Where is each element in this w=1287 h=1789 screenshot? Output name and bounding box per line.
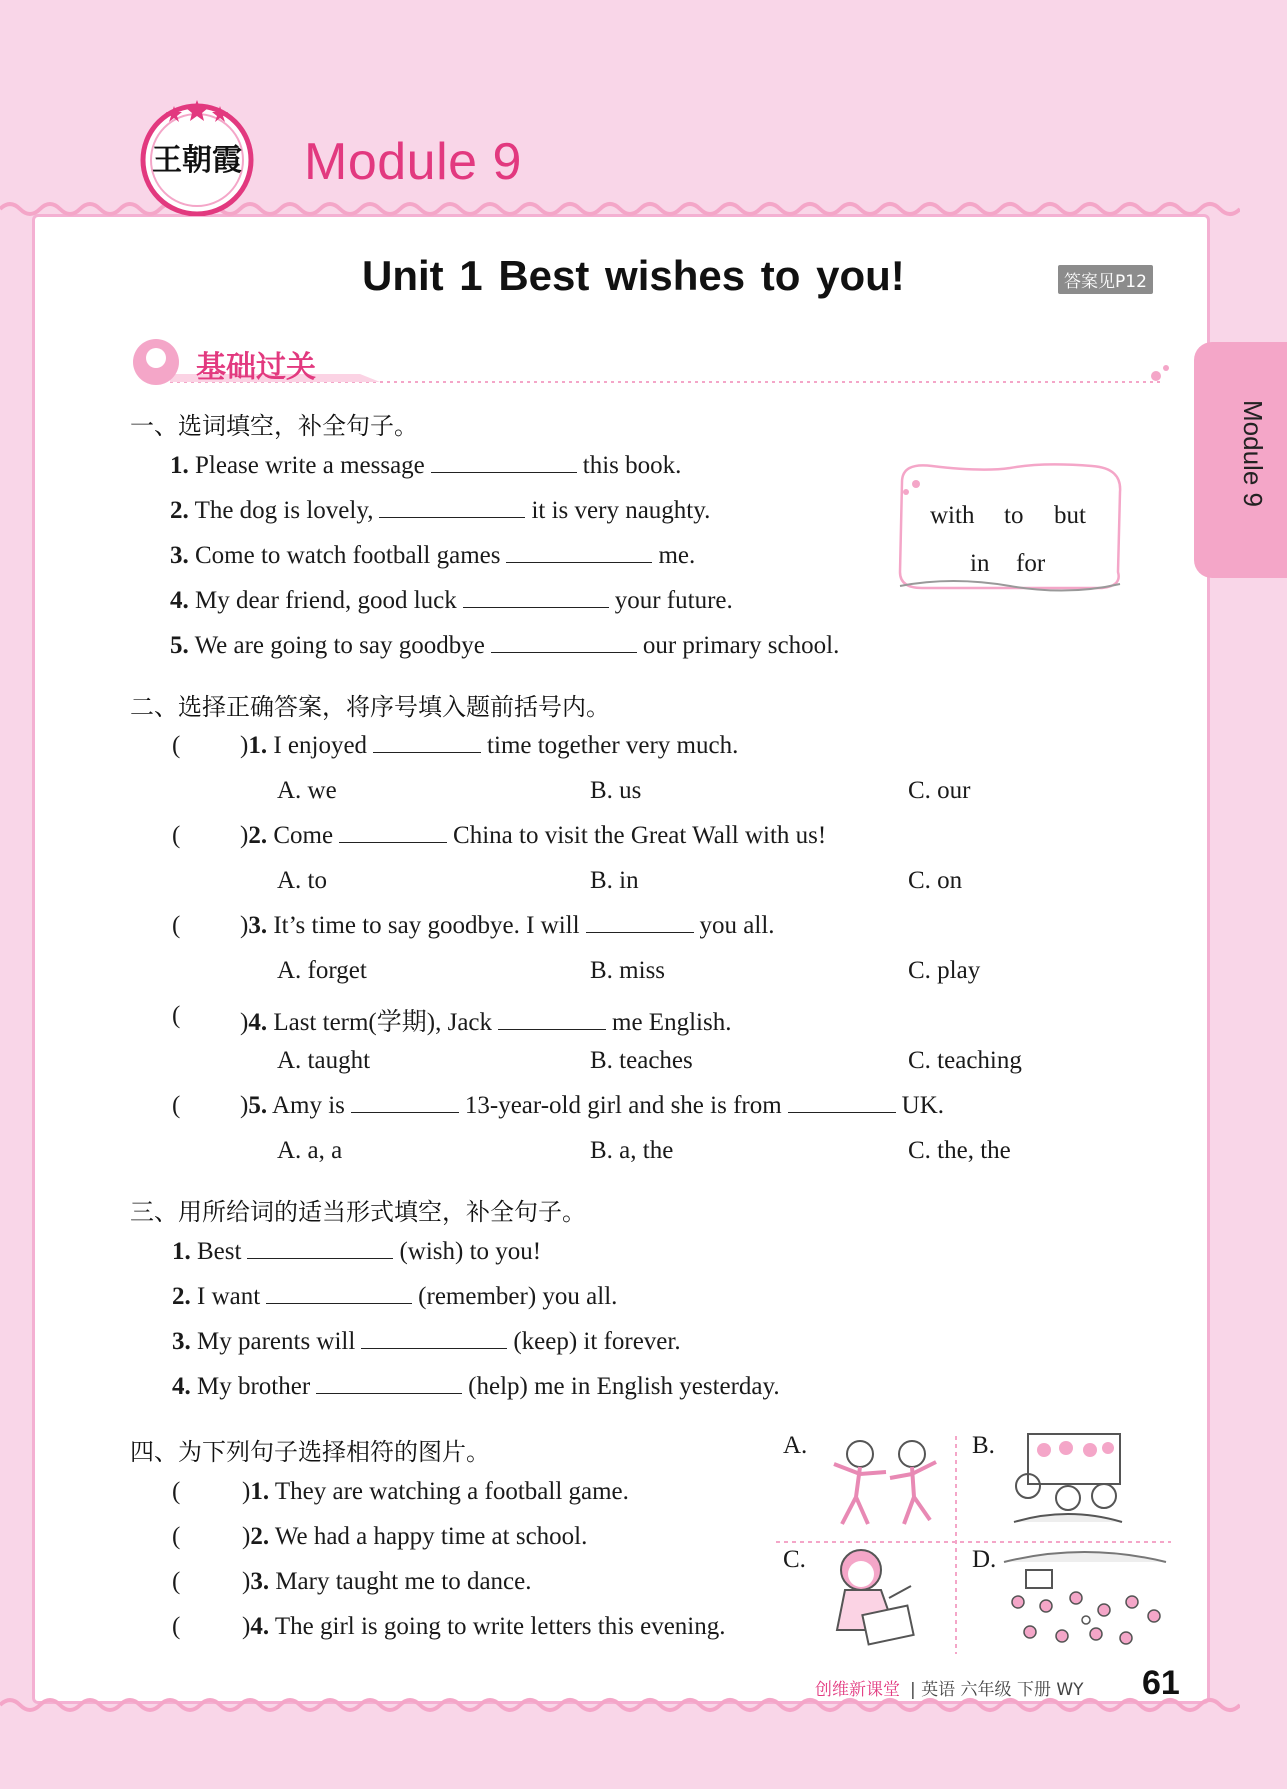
option[interactable]: A. taught — [277, 1047, 371, 1074]
option[interactable]: C. play — [908, 957, 981, 984]
word-bank-item: for — [1016, 550, 1046, 577]
part2-item-3: )3. It’s time to say goodbye. I will you all. — [240, 912, 775, 939]
answer-paren[interactable]: ( — [172, 1092, 181, 1119]
option[interactable]: A. a, a — [277, 1137, 343, 1164]
section-title: 基础过关 — [196, 350, 316, 385]
option[interactable]: B. a, the — [590, 1137, 674, 1164]
answer-blank[interactable] — [247, 1257, 393, 1259]
answer-paren[interactable]: ( — [172, 1523, 181, 1550]
picture-d-football-game[interactable] — [1000, 1540, 1170, 1652]
answer-blank[interactable] — [788, 1111, 896, 1113]
answer-blank[interactable] — [498, 1028, 606, 1030]
part2-item-1: )1. I enjoyed time together very much. — [240, 732, 739, 759]
part4-item-2: )2. We had a happy time at school. — [242, 1523, 588, 1550]
part4-item-1: )1. They are watching a football game. — [242, 1478, 629, 1505]
answer-paren[interactable]: ( — [172, 822, 181, 849]
option[interactable]: A. to — [277, 867, 327, 894]
answer-blank[interactable] — [431, 471, 577, 473]
answer-blank[interactable] — [339, 841, 447, 843]
answer-paren[interactable]: ( — [172, 732, 181, 759]
word-bank-item: but — [1054, 502, 1086, 529]
page-number: 61 — [1142, 1664, 1180, 1702]
option[interactable]: C. on — [908, 867, 963, 894]
answer-blank[interactable] — [351, 1111, 459, 1113]
answer-blank[interactable] — [316, 1392, 462, 1394]
part4-item-4: )4. The girl is going to write letters this evening. — [242, 1613, 726, 1640]
part2-item-2: )2. Come China to visit the Great Wall with us! — [240, 822, 827, 849]
svg-text:王朝霞: 王朝霞 — [152, 143, 242, 178]
option[interactable]: B. teaches — [590, 1047, 693, 1074]
part3-item-1: 1. Best (wish) to you! — [172, 1238, 542, 1265]
picture-label-b: B. — [972, 1432, 995, 1459]
option[interactable]: B. us — [590, 777, 642, 804]
answer-paren[interactable]: ( — [172, 1478, 181, 1505]
word-bank-item: to — [1004, 502, 1024, 529]
option[interactable]: C. the, the — [908, 1137, 1011, 1164]
answer-paren[interactable]: ( — [172, 912, 181, 939]
answer-paren[interactable]: ( — [172, 1002, 181, 1029]
word-bank-item: in — [970, 550, 990, 577]
picture-a-dancing[interactable] — [820, 1432, 950, 1534]
answer-blank[interactable] — [586, 931, 694, 933]
brand-logo — [138, 98, 256, 216]
part1-item-1: 1. Please write a message this book. — [170, 452, 682, 479]
word-bank-box — [892, 462, 1128, 600]
answer-paren[interactable]: ( — [172, 1613, 181, 1640]
footer-info: | 英语 六年级 下册 WY — [910, 1680, 1084, 1700]
picture-label-c: C. — [783, 1546, 806, 1573]
footer-brand: 创维新课堂 — [815, 1680, 900, 1700]
answer-blank[interactable] — [266, 1302, 412, 1304]
answer-blank[interactable] — [361, 1347, 507, 1349]
part1-item-5: 5. We are going to say goodbye our primary school. — [170, 632, 840, 659]
part2-item-5: )5. Amy is 13-year-old girl and she is from UK. — [240, 1092, 945, 1119]
option[interactable]: B. in — [590, 867, 639, 894]
option[interactable]: C. teaching — [908, 1047, 1022, 1074]
picture-label-d: D. — [972, 1546, 997, 1573]
module-title: Module 9 — [304, 133, 522, 191]
answer-blank[interactable] — [463, 606, 609, 608]
part1-item-4: 4. My dear friend, good luck your future. — [170, 587, 733, 614]
picture-c-writing[interactable] — [815, 1540, 925, 1650]
part2-heading: 二、选择正确答案，将序号填入题前括号内。 — [130, 693, 610, 721]
part4-heading: 四、为下列句子选择相符的图片。 — [130, 1438, 490, 1466]
answer-blank[interactable] — [373, 751, 481, 753]
unit-title: Unit 1 Best wishes to you! — [362, 252, 905, 299]
option[interactable]: C. our — [908, 777, 971, 804]
picture-b-school[interactable] — [1008, 1426, 1126, 1528]
part3-item-2: 2. I want (remember) you all. — [172, 1283, 618, 1310]
side-tab-label: Module 9 — [1238, 400, 1268, 507]
part3-heading: 三、用所给词的适当形式填空，补全句子。 — [130, 1198, 586, 1226]
answer-blank[interactable] — [379, 516, 525, 518]
option[interactable]: A. we — [277, 777, 337, 804]
option[interactable]: B. miss — [590, 957, 666, 984]
picture-label-a: A. — [783, 1432, 808, 1459]
part1-item-3: 3. Come to watch football games me. — [170, 542, 696, 569]
answer-paren[interactable]: ( — [172, 1568, 181, 1595]
word-bank-item: with — [930, 502, 975, 529]
part3-item-3: 3. My parents will (keep) it forever. — [172, 1328, 681, 1355]
part1-heading: 一、选词填空，补全句子。 — [130, 412, 418, 440]
answer-blank[interactable] — [491, 651, 637, 653]
part2-item-4: )4. Last term(学期), Jack me English. — [240, 1009, 732, 1036]
part4-item-3: )3. Mary taught me to dance. — [242, 1568, 532, 1595]
answer-blank[interactable] — [506, 561, 652, 563]
option[interactable]: A. forget — [277, 957, 367, 984]
answer-reference-badge: 答案见P12 — [1058, 265, 1153, 294]
part1-item-2: 2. The dog is lovely, it is very naughty. — [170, 497, 711, 524]
part3-item-4: 4. My brother (help) me in English yesterday. — [172, 1373, 780, 1400]
